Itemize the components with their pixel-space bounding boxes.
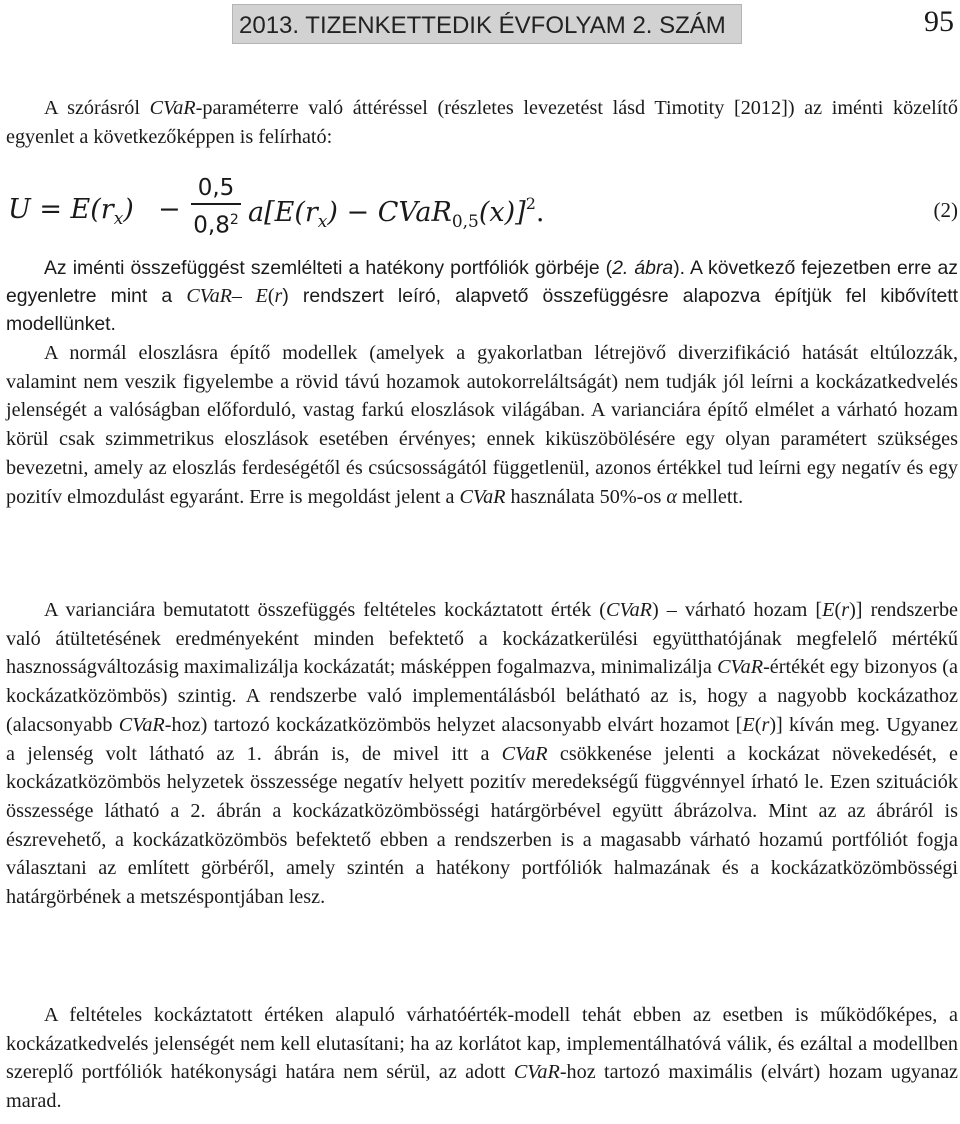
term-cvar: CVaR: [606, 599, 652, 621]
text-run: ). A következő fejezetben erre az egyenletre mint a: [6, 257, 958, 307]
paragraph-normal-distribution: [6, 339, 958, 511]
figure-reference: 2. ábra: [612, 257, 674, 279]
paragraph-variance-system: [6, 596, 958, 912]
equation-rhs: [248, 194, 544, 232]
eq-lhs-text: U = E(r: [8, 194, 114, 225]
text-run: A varianciára bemutatott összefüggés feltételes kockáztatott érték (: [44, 599, 607, 621]
text-run: ) – várható hozam [: [652, 599, 823, 621]
fraction-denominator-exponent: 2: [229, 212, 239, 228]
equation-minus: −: [158, 194, 181, 225]
eq-lhs-close: ): [123, 194, 134, 225]
term-e: E: [742, 713, 755, 736]
text-run: ) rendszert leíró, alapvető összefüggésre alapozva építjük fel kibővített modellünket.: [6, 285, 958, 335]
fraction-denominator-base: 0,8: [193, 212, 230, 239]
text-run: )] rendszerbe való átültetésének eredményeként minden befektető a kockázatkerülési együtthatójának megfelelő mértékű hasznosságváltozásig maximalizálja kockázatát; másképpen fogalmazva, minimalizálja: [6, 599, 959, 679]
term-alpha: α: [666, 485, 677, 508]
text-run: (: [267, 285, 275, 307]
eq-rhs-text: ) − CVaR: [327, 197, 452, 228]
term-cvar-e: CVaR– E: [186, 285, 268, 307]
term-cvar: CVaR: [459, 485, 506, 508]
term-cvar: CVaR: [513, 1061, 560, 1084]
text-run: csökkenése jelenti a kockázat növekedését, e kockázatközömbös helyzetek összessége negatív helyett pozitív meredekségű függvénnyel írható le. Ezen szituációk összessége látható a 2. ábrán a kockázatközömbösségi határgörbével együtt ábrázolva. Mint az az ábráról is észrevehető, a kockázatközömbös befektető ebben a rendszerben is a magasabb várható hozamú portfóliót fogja választani az említett görbéről, amely szintén a hatékony portfóliók halmazának és a kockázatközömbösségi határgörbének a metszéspontjában lesz.: [6, 742, 958, 909]
text-run: -hoz) tartozó kockázatközömbös helyzet alacsonyabb elvárt hozamot [: [164, 713, 743, 736]
term-cvar: CVaR: [149, 97, 196, 119]
fraction-bar: [191, 203, 241, 205]
eq-subscript: 0,5: [451, 212, 479, 232]
term-cvar: CVaR: [717, 656, 764, 679]
equation-2: [6, 172, 958, 242]
paragraph-figure-reference: [6, 254, 958, 338]
term-cvar: CVaR: [118, 713, 165, 736]
text-run: )] kíván meg. Ugyanez a jelenség volt látható az 1. ábrán is, de mivel itt a: [6, 713, 959, 765]
equation-number: (2): [933, 198, 958, 222]
text-run: használata 50%-os: [505, 485, 667, 508]
text-run: (: [834, 599, 842, 621]
eq-superscript: 2: [525, 194, 536, 213]
term-e: E: [822, 599, 835, 621]
running-header: [232, 4, 742, 44]
text-run: mellett.: [677, 485, 744, 508]
fraction-numerator: 0,5: [197, 175, 235, 201]
text-run: -paraméterre való áttéréssel (részletes levezetést lásd Timotity [2012]) az iménti közelítő egyenlet a következőképpen is felírható:: [6, 97, 959, 148]
text-run: -hoz tartozó maximális (elvárt) hozam ugyanaz marad.: [6, 1061, 958, 1113]
eq-rhs-text: (x)]: [478, 197, 526, 228]
text-run: A normál eloszlásra építő modellek (amelyek a gyakorlatban létrejövő diverzifikáció hatását eltúlozzák, valamint nem veszik figyelembe a rövid távú hozamok autokorreláltságát) nem tudják jól leírni a kockázatkedvelés jelenségét a valóságban előforduló, vastag farkú eloszlások világában. A varianciára építő elmélet a várható hozam körül csak szimmetrikus eloszlások esetében érvényes; ennek kiküszöbölésére egy olyan paramétert szükséges bevezetni, amely az eloszlás ferdeségétől és csúcsosságától függetlenül, azonos értékkel tud leírni egy negatív és egy pozitív elmozdulást egyaránt. Erre is megoldást jelent a: [6, 342, 958, 508]
page-number: 95: [924, 5, 954, 38]
paragraph-intro: [6, 94, 958, 151]
text-run: Az iménti összefüggést szemlélteti a hatékony portfóliók görbéje (: [44, 257, 613, 279]
equation-lhs: [8, 194, 134, 229]
text-run: A feltételes kockáztatott értéken alapuló várhatóérték-modell tehát ebben az esetben is működőképes, a kockázatkedvelés jelenségét nem kell elutasítani; ha az korlátot kap, implementálhatóvá válik, és ezáltal a modellben szereplő portfóliók hatékonysági határa nem sérül, az adott: [6, 1004, 958, 1084]
text-run: A szórásról: [44, 97, 150, 119]
text-run: (: [754, 713, 762, 736]
journal-issue-label: 2013. TIZENKETTEDIK ÉVFOLYAM 2. SZÁM: [239, 12, 726, 39]
eq-period: .: [535, 197, 545, 228]
term-r: r: [274, 285, 283, 307]
term-r: r: [761, 713, 770, 736]
equation-fraction: [191, 174, 241, 240]
fraction-denominator: [191, 206, 241, 240]
text-run: -értékét egy bizonyos (a kockázatközömbös) szintig. A rendszerbe való implementálásból belátható az is, hogy a nagyobb kockázathoz (alacsonyabb: [6, 656, 958, 736]
eq-rhs-text: a[E(r: [248, 197, 318, 228]
term-r: r: [841, 599, 850, 621]
paragraph-conclusion: [6, 1001, 958, 1116]
eq-subscript: x: [113, 209, 124, 229]
term-cvar: CVaR: [501, 742, 548, 765]
eq-subscript: x: [317, 212, 328, 232]
